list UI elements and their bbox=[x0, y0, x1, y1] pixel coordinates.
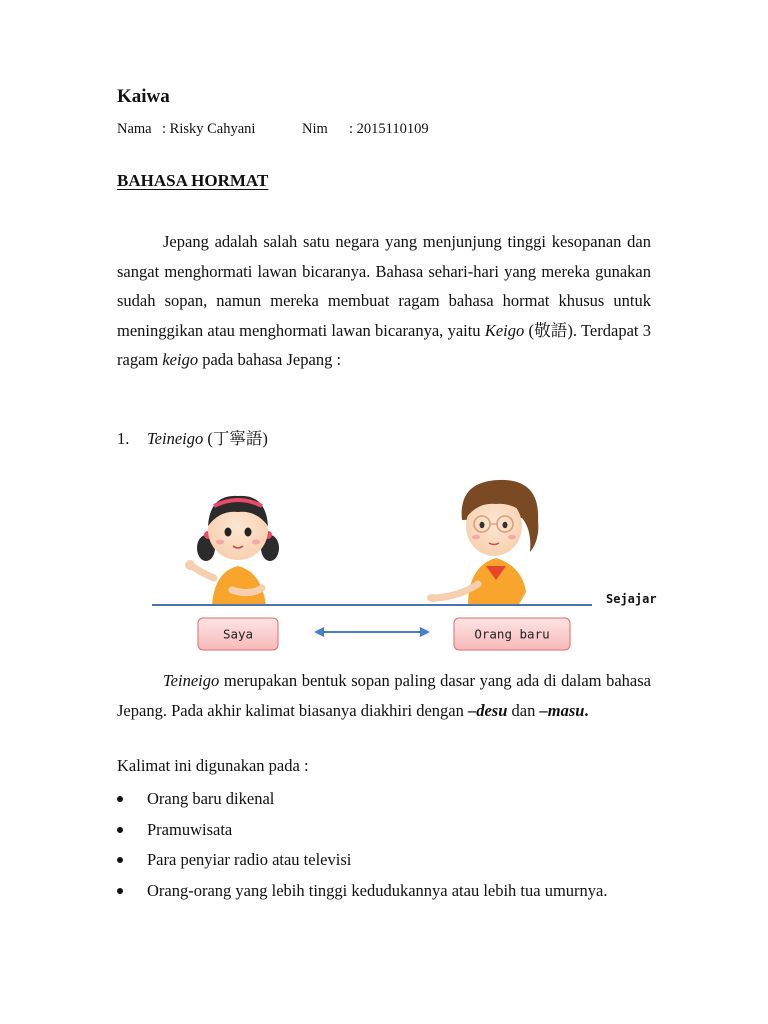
intro-paragraph bbox=[117, 227, 651, 375]
teineigo-kanji: (丁寧語) bbox=[203, 429, 268, 448]
saya-label-box bbox=[198, 618, 278, 650]
teineigo-text-3: . bbox=[584, 700, 589, 720]
teineigo-paragraph bbox=[117, 666, 651, 725]
nim-label: Nim bbox=[302, 121, 328, 137]
saya-label: Saya bbox=[222, 626, 254, 642]
name-label: Nama bbox=[117, 121, 152, 137]
keigo-term-2: keigo bbox=[162, 350, 199, 369]
name-value: : Risky Cahyani bbox=[162, 121, 256, 137]
desu-suffix: –desu bbox=[467, 700, 508, 720]
nim-value: : 2015110109 bbox=[349, 121, 429, 137]
masu-suffix: –masu bbox=[539, 700, 585, 720]
teineigo-illustration bbox=[0, 470, 768, 660]
bullet-icon bbox=[117, 888, 123, 894]
orang-baru-label-box bbox=[454, 618, 570, 650]
numbered-heading-teineigo bbox=[117, 425, 268, 449]
intro-text-1: Jepang adalah salah satu negara yang menjunjung tinggi kesopanan dan sangat menghormati lawan bicaranya. Bahasa sehari-hari yang mereka gunakan sudah sopan, namun mereka membuat ragam bahasa hormat khusus untuk meninggikan atau menghormati lawan bicaranya, yaitu bbox=[117, 232, 651, 340]
teineigo-text-2: dan bbox=[507, 700, 540, 720]
bullet-icon bbox=[117, 857, 123, 863]
intro-text-2: (敬語). Terdapat 3 ragam bbox=[117, 320, 651, 369]
list-item bbox=[117, 786, 608, 817]
list-item bbox=[117, 847, 608, 878]
list-item-text: Orang-orang yang lebih tinggi kedudukannya atau lebih tua umurnya. bbox=[147, 880, 608, 900]
bullet-icon bbox=[117, 827, 123, 833]
teineigo-term-inline: Teineigo bbox=[163, 671, 220, 690]
list-item-text: Para penyiar radio atau televisi bbox=[147, 850, 352, 869]
teineigo-text-1: merupakan bentuk sopan paling dasar yang ada di dalam bahasa Jepang. Pada akhir kalimat biasanya diakhiri dengan bbox=[117, 671, 651, 720]
usage-list bbox=[117, 786, 608, 908]
course-title: Kaiwa bbox=[117, 86, 170, 107]
woman-character-icon bbox=[427, 480, 538, 606]
section-heading: BAHASA HORMAT bbox=[117, 171, 269, 190]
teineigo-term: Teineigo bbox=[147, 429, 204, 448]
list-item bbox=[117, 817, 608, 848]
girl-character-icon bbox=[185, 496, 279, 606]
double-arrow-icon bbox=[314, 627, 430, 637]
list-number: 1. bbox=[117, 429, 130, 448]
sejajar-label: Sejajar bbox=[606, 592, 657, 606]
intro-text-3: pada bahasa Jepang : bbox=[198, 350, 342, 369]
bullet-icon bbox=[117, 796, 123, 802]
list-item-text: Orang baru dikenal bbox=[147, 789, 275, 808]
list-item-text: Pramuwisata bbox=[147, 819, 233, 839]
orang-baru-label: Orang baru bbox=[474, 626, 550, 642]
keigo-term: Keigo bbox=[484, 320, 525, 340]
list-item bbox=[117, 878, 608, 909]
usage-intro: Kalimat ini digunakan pada : bbox=[117, 756, 309, 775]
